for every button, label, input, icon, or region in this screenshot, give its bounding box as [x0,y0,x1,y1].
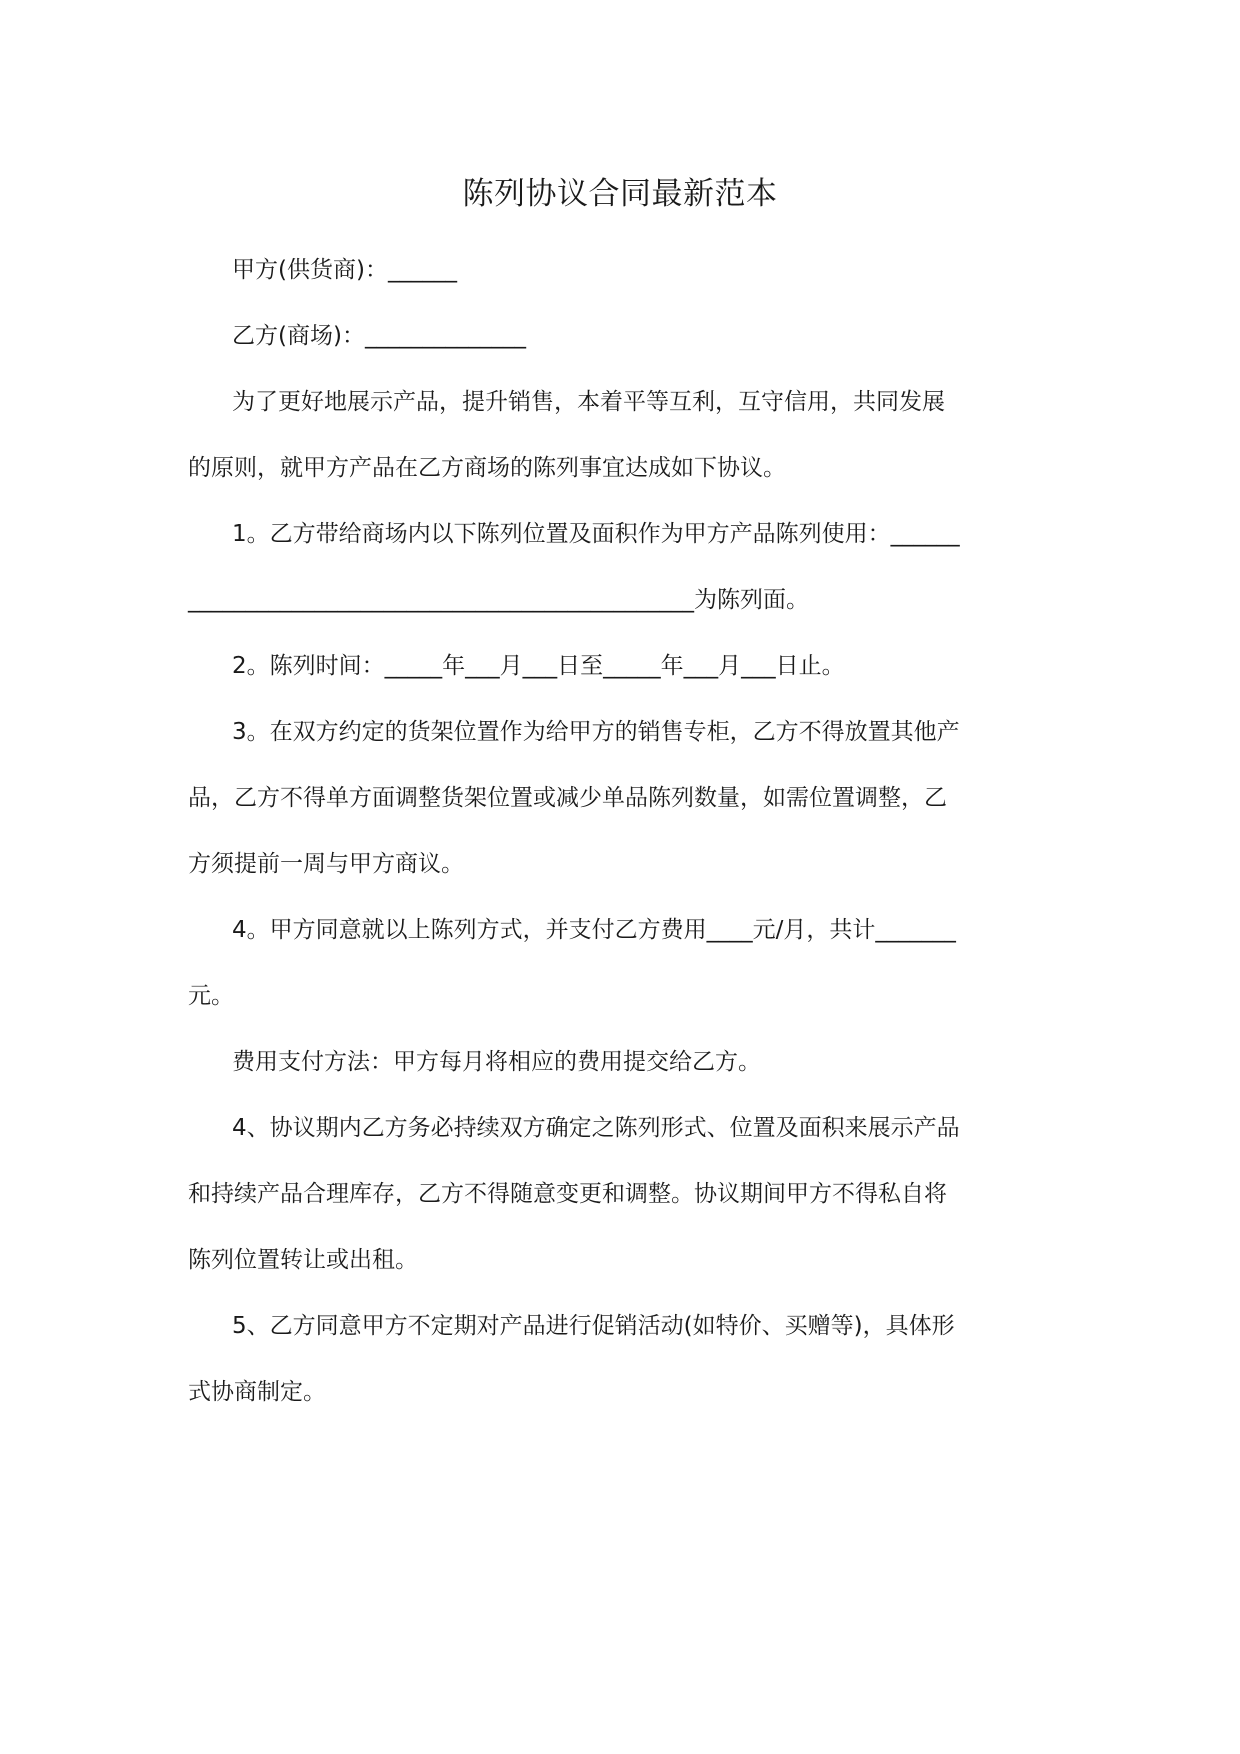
text-line: 的原则，就甲方产品在乙方商场的陈列事宜达成如下协议。 [188,455,786,481]
page-title: 陈列协议合同最新范本 [462,176,778,212]
text-line: 费用支付方法：甲方每月将相应的费用提交给乙方。 [232,1049,761,1075]
text-line: 3。在双方约定的货架位置作为给甲方的销售专柜，乙方不得放置其他产 [232,719,960,745]
text-line: 4、协议期内乙方务必持续双方确定之陈列形式、位置及面积来展示产品 [232,1115,960,1141]
text-line: 4。甲方同意就以上陈列方式，并支付乙方费用____元/月，共计_______ [232,917,956,943]
document-body [188,250,1030,1438]
text-line: 方须提前一周与甲方商议。 [188,851,464,877]
text-line: 陈列位置转让或出租。 [188,1247,418,1273]
text-line: 品，乙方不得单方面调整货架位置或减少单品陈列数量，如需位置调整，乙 [188,785,947,811]
text-line: 5、乙方同意甲方不定期对产品进行促销活动(如特价、买赠等)，具体形 [232,1313,955,1339]
text-line: 和持续产品合理库存，乙方不得随意变更和调整。协议期间甲方不得私自将 [188,1181,947,1207]
text-line: 元。 [188,983,234,1009]
text-line: 2。陈列时间：_____年___月___日至_____年___月___日止。 [232,653,845,679]
text-line: ____________________________________________为陈列面。 [188,587,809,613]
text-line: 甲方(供货商)：______ [232,257,457,283]
text-line: 为了更好地展示产品，提升销售，本着平等互利，互守信用，共同发展 [232,389,945,415]
text-line: 乙方(商场)：______________ [232,323,526,349]
text-line: 式协商制定。 [188,1379,326,1405]
text-line: 1。乙方带给商场内以下陈列位置及面积作为甲方产品陈列使用：______ [232,521,960,547]
